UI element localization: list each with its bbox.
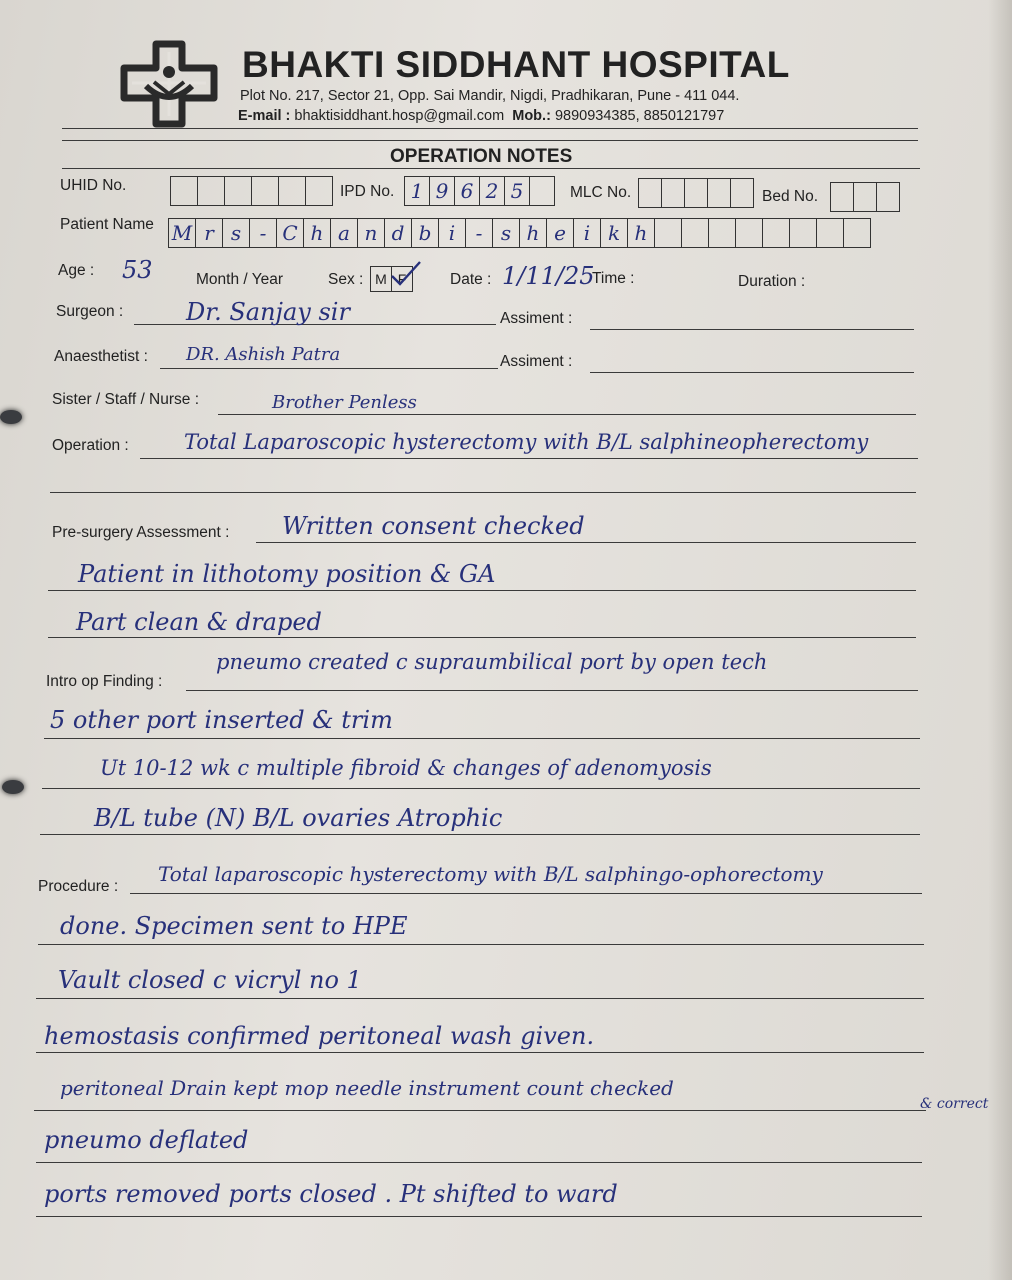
email-label: E-mail : (238, 108, 291, 124)
procedure-line-5: peritoneal Drain kept mop needle instrument count checked (60, 1076, 674, 1100)
uhid-boxes (170, 176, 333, 206)
procedure-margin-note: & correct (920, 1096, 989, 1112)
intra-op-line-4: B/L tube (N) B/L ovaries Atrophic (94, 804, 503, 832)
procedure-line (130, 893, 922, 894)
name-char: s (493, 219, 520, 247)
punch-hole (2, 780, 24, 794)
name-char: h (628, 219, 655, 247)
procedure-line-4: hemostasis confirmed peritoneal wash given. (44, 1022, 595, 1050)
name-char: i (574, 219, 601, 247)
mobile-label: Mob.: (512, 108, 551, 124)
date-label: Date : (450, 271, 492, 288)
name-char: - (466, 219, 493, 247)
anaesthetist-label: Anaesthetist : (54, 348, 148, 365)
title-rule (62, 168, 920, 169)
punch-hole (0, 410, 22, 424)
bed-boxes (830, 182, 900, 212)
uhid-label: UHID No. (60, 177, 127, 194)
operation-line (140, 458, 918, 459)
date-value: 1/11/25 (502, 262, 595, 290)
name-char: - (250, 219, 277, 247)
form-title: OPERATION NOTES (390, 146, 573, 167)
name-char: n (358, 219, 385, 247)
assessment-label: Assiment : (500, 310, 573, 327)
intra-op-line (40, 834, 920, 835)
name-char (736, 219, 763, 247)
name-char: d (385, 219, 412, 247)
intra-op-line-2: 5 other port inserted & trim (50, 706, 393, 734)
name-char (844, 219, 870, 247)
name-char (817, 219, 844, 247)
contact-line (238, 108, 724, 124)
page-edge (988, 0, 1012, 1280)
pre-surgery-line-1: Written consent checked (282, 512, 585, 540)
pre-surgery-label: Pre-surgery Assessment : (52, 524, 230, 541)
name-char: s (223, 219, 250, 247)
intra-op-line-3: Ut 10-12 wk c multiple fibroid & changes of adenomyosis (100, 756, 712, 780)
sex-checkmark-icon (388, 258, 422, 288)
name-char: i (439, 219, 466, 247)
name-char: h (304, 219, 331, 247)
pre-surgery-line (48, 637, 916, 638)
operation-line-2 (50, 492, 916, 493)
ipd-digit (530, 177, 554, 205)
ipd-digit: 2 (480, 177, 505, 205)
procedure-line-7: ports removed ports closed . Pt shifted to ward (44, 1180, 618, 1208)
sex-label: Sex : (328, 271, 364, 288)
intra-op-line (186, 690, 918, 691)
ipd-digit: 6 (455, 177, 480, 205)
header-rule (62, 140, 918, 141)
intra-op-line-1: pneumo created c supraumbilical port by open tech (216, 650, 768, 674)
mlc-boxes (638, 178, 754, 208)
name-char: h (520, 219, 547, 247)
assessment-line (590, 329, 914, 330)
hospital-name: BHAKTI SIDDHANT HOSPITAL (242, 44, 790, 85)
patient-name-boxes (168, 218, 871, 248)
name-char (763, 219, 790, 247)
mobile-numbers: 9890934385, 8850121797 (554, 108, 725, 124)
procedure-line (34, 1110, 926, 1111)
procedure-line (36, 1216, 922, 1217)
name-char (655, 219, 682, 247)
pre-surgery-line (256, 542, 916, 543)
procedure-line-2: done. Specimen sent to HPE (60, 912, 408, 940)
patient-name-label: Patient Name (60, 216, 154, 233)
intra-op-label: Intro op Finding : (46, 673, 163, 690)
name-char (709, 219, 736, 247)
nurse-line (218, 414, 916, 415)
procedure-line-6: pneumo deflated (44, 1126, 249, 1154)
time-label: Time : (592, 270, 635, 287)
intra-op-line (44, 738, 920, 739)
assessment-line (590, 372, 914, 373)
ipd-digit: 1 (405, 177, 430, 205)
name-char: k (601, 219, 628, 247)
name-char: M (169, 219, 196, 247)
surgeon-value: Dr. Sanjay sir (186, 298, 350, 326)
month-year-label: Month / Year (196, 271, 284, 288)
hospital-logo (116, 38, 222, 130)
intra-op-line (42, 788, 920, 789)
name-char (790, 219, 817, 247)
operation-value: Total Laparoscopic hysterectomy with B/L salphineopherectomy (184, 430, 869, 454)
nurse-label: Sister / Staff / Nurse : (52, 391, 200, 408)
bed-label: Bed No. (762, 188, 819, 205)
surgeon-label: Surgeon : (56, 303, 124, 320)
procedure-line (38, 944, 924, 945)
name-char: r (196, 219, 223, 247)
duration-label: Duration : (738, 273, 806, 290)
header-rule (62, 128, 918, 129)
anaesthetist-value: DR. Ashish Patra (186, 344, 341, 365)
procedure-line (36, 1052, 924, 1053)
procedure-line-1: Total laparoscopic hysterectomy with B/L salphingo-ophorectomy (158, 862, 823, 886)
pre-surgery-line (48, 590, 916, 591)
email-address: bhaktisiddhant.hosp@gmail.com (294, 108, 505, 124)
operation-label: Operation : (52, 437, 129, 454)
name-char: e (547, 219, 574, 247)
pre-surgery-line-2: Patient in lithotomy position & GA (78, 560, 496, 588)
procedure-line (36, 998, 924, 999)
pre-surgery-line-3: Part clean & draped (76, 608, 322, 636)
name-char: a (331, 219, 358, 247)
age-value: 53 (122, 256, 153, 284)
assessment-label: Assiment : (500, 353, 573, 370)
procedure-line-3: Vault closed c vicryl no 1 (58, 966, 362, 994)
nurse-value: Brother Penless (272, 392, 417, 413)
procedure-line (36, 1162, 922, 1163)
sex-option-m: M (371, 267, 392, 291)
ipd-boxes (404, 176, 555, 206)
procedure-label: Procedure : (38, 878, 119, 895)
sex-option-f: F (397, 271, 407, 287)
name-char (682, 219, 709, 247)
ipd-label: IPD No. (340, 183, 395, 200)
name-char: C (277, 219, 304, 247)
ipd-digit: 9 (430, 177, 455, 205)
mlc-label: MLC No. (570, 184, 632, 201)
anaesthetist-line (160, 368, 498, 369)
hospital-address: Plot No. 217, Sector 21, Opp. Sai Mandir, Nigdi, Pradhikaran, Pune - 411 044. (240, 88, 740, 104)
ipd-digit: 5 (505, 177, 530, 205)
age-label: Age : (58, 262, 95, 279)
name-char: b (412, 219, 439, 247)
